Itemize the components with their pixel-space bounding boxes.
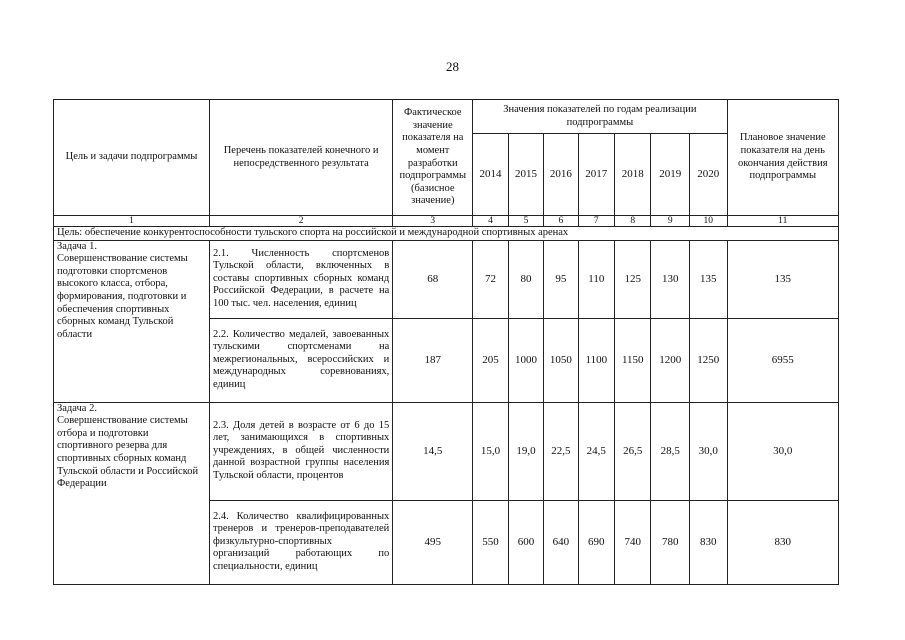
task-cell: [54, 240, 210, 402]
year-value: 830: [689, 500, 727, 584]
goal-row: Цель: обеспечение конкурентоспособности тульского спорта на российской и международной спортивных аренах: [54, 227, 839, 241]
header-target-value: Плановое значение показателя на день окончания действия подпрограммы: [727, 100, 839, 216]
column-number: 1: [54, 216, 210, 227]
header-year: 2019: [651, 134, 689, 216]
year-value: 125: [615, 240, 651, 318]
indicators-table: [53, 99, 839, 585]
column-number: 11: [727, 216, 839, 227]
column-number: 7: [578, 216, 614, 227]
year-value: 550: [473, 500, 508, 584]
year-value: 205: [473, 318, 508, 402]
base-value: 68: [393, 240, 473, 318]
page-number: 28: [446, 59, 459, 74]
year-value: 600: [508, 500, 543, 584]
year-value: 135: [689, 240, 727, 318]
base-value: 14,5: [393, 402, 473, 500]
year-value: 690: [578, 500, 614, 584]
header-years-group: Значения показателей по годам реализации подпрограммы: [473, 100, 727, 134]
header-indicators-list: Перечень показателей конечного и непосредственного результата: [209, 100, 392, 216]
year-value: 1000: [508, 318, 543, 402]
column-number: 8: [615, 216, 651, 227]
indicator-name: 2.4. Количество квалифицированных тренеров и тренеров-преподавателей физкультурно-спортивных организаций работающих по специальности, единиц: [209, 500, 392, 584]
year-value: 780: [651, 500, 689, 584]
task-title: Задача 2.: [57, 402, 97, 414]
year-value: 15,0: [473, 402, 508, 500]
header-year: 2015: [508, 134, 543, 216]
column-numbers-row: [54, 216, 839, 227]
target-value: 135: [727, 240, 839, 318]
header-base-value: Фактическое значение показателя на момент разработки подпрограммы (базисное значение): [393, 100, 473, 216]
task-cell: [54, 402, 210, 584]
table-row: [54, 402, 839, 500]
header-year: 2018: [615, 134, 651, 216]
task-text: Совершенствование системы отбора и подготовки спортивного резерва для спортивных сборных команд Тульской области и Российской Федерации: [57, 415, 199, 490]
header-year: 2020: [689, 134, 727, 216]
column-number: 4: [473, 216, 508, 227]
year-value: 72: [473, 240, 508, 318]
column-number: 10: [689, 216, 727, 227]
indicator-name: 2.1. Численность спортсменов Тульской области, включенных в составы спортивных сборных команд Российской Федерации, в расчете на 100 тыс. чел. населения, единиц: [209, 240, 392, 318]
year-value: 95: [544, 240, 578, 318]
task-title: Задача 1.: [57, 240, 97, 252]
year-value: 1250: [689, 318, 727, 402]
year-value: 740: [615, 500, 651, 584]
year-value: 640: [544, 500, 578, 584]
header-goal-tasks: Цель и задачи подпрограммы: [54, 100, 210, 216]
year-value: 130: [651, 240, 689, 318]
column-number: 6: [544, 216, 578, 227]
target-value: 6955: [727, 318, 839, 402]
base-value: 187: [393, 318, 473, 402]
year-value: 28,5: [651, 402, 689, 500]
year-value: 24,5: [578, 402, 614, 500]
column-number: 5: [508, 216, 543, 227]
year-value: 1200: [651, 318, 689, 402]
target-value: 30,0: [727, 402, 839, 500]
header-year: 2016: [544, 134, 578, 216]
year-value: 1100: [578, 318, 614, 402]
indicator-name: 2.2. Количество медалей, завоеванных тульскими спортсменами на межрегиональных, всероссийских и международных соревнованиях, единиц: [209, 318, 392, 402]
year-value: 80: [508, 240, 543, 318]
column-number: 3: [393, 216, 473, 227]
table-row: [54, 240, 839, 318]
year-value: 1050: [544, 318, 578, 402]
year-value: 110: [578, 240, 614, 318]
column-number: 9: [651, 216, 689, 227]
year-value: 30,0: [689, 402, 727, 500]
header-year: 2017: [578, 134, 614, 216]
year-value: 22,5: [544, 402, 578, 500]
base-value: 495: [393, 500, 473, 584]
target-value: 830: [727, 500, 839, 584]
year-value: 26,5: [615, 402, 651, 500]
header-year: 2014: [473, 134, 508, 216]
indicator-name: 2.3. Доля детей в возрасте от 6 до 15 лет, занимающихся в спортивных учреждениях, в общей численности данной возрастной группы населения Тульской области, процентов: [209, 402, 392, 500]
task-text: Совершенствование системы подготовки спортсменов высокого класса, отбора, формирования, подготовки и обеспечения спортивных сборных команд Тульской области: [57, 253, 188, 340]
column-number: 2: [209, 216, 392, 227]
year-value: 1150: [615, 318, 651, 402]
year-value: 19,0: [508, 402, 543, 500]
